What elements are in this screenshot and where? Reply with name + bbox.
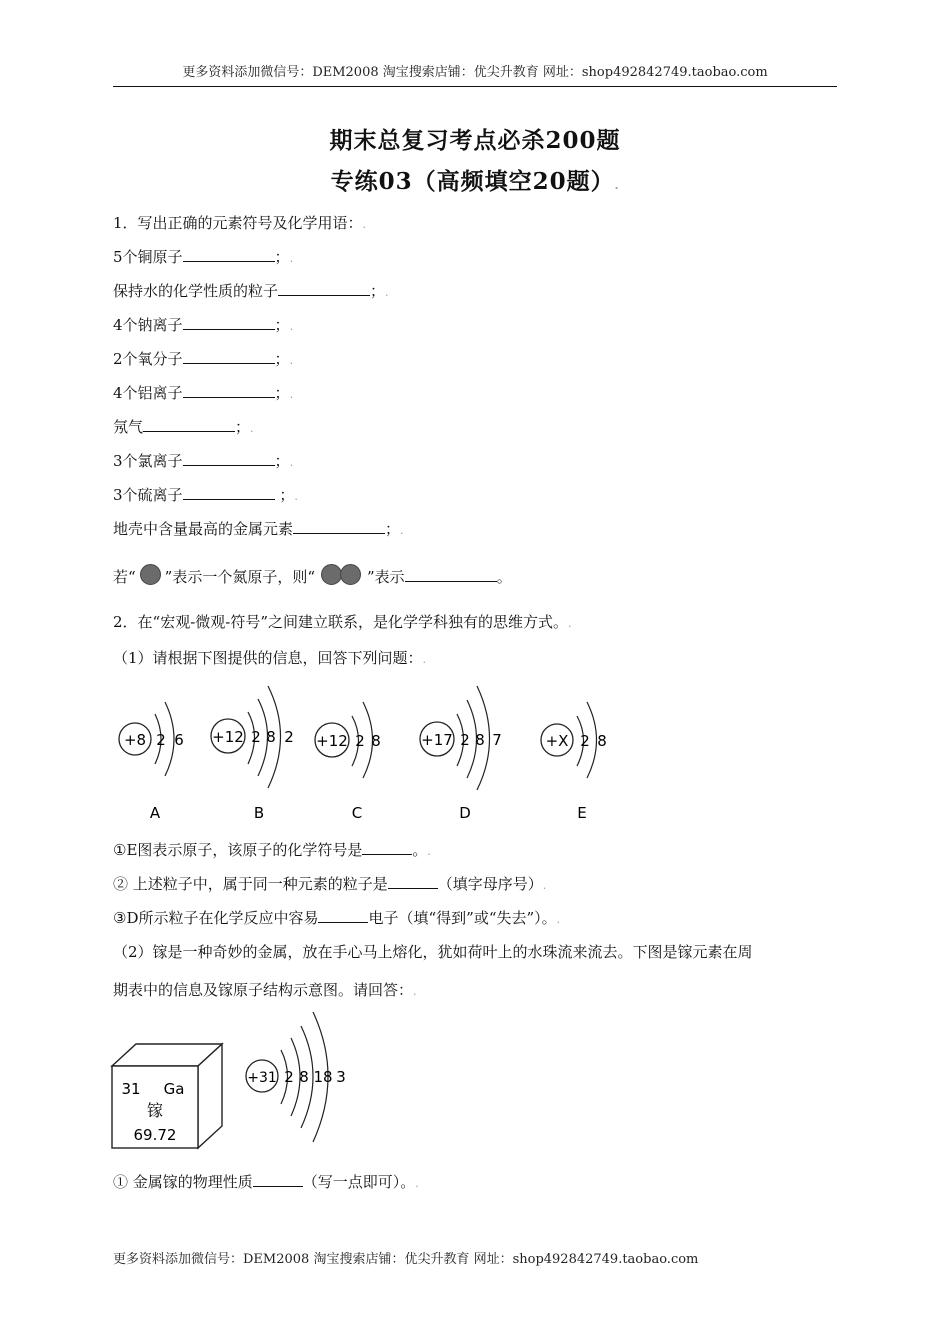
answer-blank[interactable] <box>183 382 275 398</box>
q2-intro-text: 2．在“宏观-微观-符号”之间建立联系，是化学学科独有的思维方式。 <box>113 613 569 631</box>
atom-d-nucleus: +17 <box>421 731 453 749</box>
page-title: 期末总复习考点必杀200题 <box>329 127 621 154</box>
answer-blank[interactable] <box>253 1171 303 1187</box>
atom-e-nucleus: +X <box>545 732 569 750</box>
q2-intro: 2．在“宏观-微观-符号”之间建立联系，是化学学科独有的思维方式。. <box>113 613 572 631</box>
q1-item-label: 5个铜原子 <box>113 248 183 266</box>
gallium-atom-diagram <box>246 1012 346 1142</box>
q1-item-label: 4个钠离子 <box>113 316 183 334</box>
answer-blank[interactable] <box>183 484 275 500</box>
page-subtitle: 专练03（高频填空20题）. <box>330 168 620 195</box>
q1-item-label: 3个氯离子 <box>113 452 183 470</box>
atom-e-label: E <box>577 804 587 822</box>
atom-a-shell: 6 <box>174 731 184 749</box>
q1-last-p3: ”表示 <box>367 568 405 586</box>
q2-question-c: ③D所示粒子在化学反应中容易 电子（填“得到”或“失去”）。. <box>113 909 561 927</box>
atom-a-nucleus: +8 <box>123 731 147 749</box>
atom-c-shell: 8 <box>371 732 381 750</box>
q2-qc-text: ③D所示粒子在化学反应中容易 <box>113 909 319 927</box>
q2-qa-end: 。 <box>412 841 428 859</box>
semicolon: ； <box>370 282 386 300</box>
answer-blank[interactable] <box>183 450 275 466</box>
gallium-shell: 8 <box>299 1068 309 1086</box>
q1-item: 保持水的化学性质的粒子 ；. <box>113 282 389 300</box>
element-card <box>112 1044 222 1148</box>
atom-d-shell: 8 <box>475 731 485 749</box>
q1-last-item <box>113 564 512 588</box>
atom-d-label: D <box>459 804 471 822</box>
answer-blank[interactable] <box>318 907 368 923</box>
semicolon: ； <box>274 350 290 368</box>
atom-diagram-e <box>541 702 607 822</box>
answer-blank[interactable] <box>293 518 385 534</box>
answer-blank[interactable] <box>183 314 275 330</box>
gallium-figure <box>108 1008 358 1158</box>
nitrogen-atom-icon <box>140 564 161 585</box>
atom-c-label: C <box>351 804 363 822</box>
atom-a-shell: 2 <box>156 731 166 749</box>
q1-last-p1: 若“ <box>113 568 136 586</box>
answer-blank[interactable] <box>183 348 275 364</box>
q1-item: 4个钠离子 ；. <box>113 316 294 334</box>
element-symbol: Ga <box>163 1080 185 1098</box>
semicolon: ； <box>279 486 295 504</box>
semicolon: ； <box>385 520 401 538</box>
semicolon: ； <box>274 452 290 470</box>
answer-blank[interactable] <box>362 839 412 855</box>
q2-sub2-line2: 期表中的信息及镓原子结构示意图。请回答：. <box>113 981 417 999</box>
atom-b-shell: 8 <box>266 728 276 746</box>
q2-sub1-text: （1）请根据下图提供的信息，回答下列问题： <box>113 649 423 667</box>
q2-question-a: ①E图表示原子，该原子的化学符号是 。. <box>113 841 431 859</box>
gallium-shell: 18 <box>313 1068 333 1086</box>
q2-qb-text: ② 上述粒子中，属于同一种元素的粒子是 <box>113 875 388 893</box>
q1-item: 2个氧分子 ；. <box>113 350 294 368</box>
q2-sub2-line1: （2）镓是一种奇妙的金属，放在手心马上熔化，犹如荷叶上的水珠流来流去。下图是镓元素在周 <box>113 943 753 961</box>
q2-qb-end: （填字母序号） <box>437 875 543 893</box>
q1-item-label: 地壳中含量最高的金属元素 <box>113 520 294 538</box>
semicolon: ； <box>274 384 290 402</box>
atom-diagram-a <box>119 702 184 822</box>
q1-item: 地壳中含量最高的金属元素 ；. <box>113 520 404 538</box>
q1-item: 5个铜原子 ；. <box>113 248 294 266</box>
gallium-shell: 3 <box>336 1068 346 1086</box>
answer-blank[interactable] <box>388 873 438 889</box>
answer-blank[interactable] <box>278 280 370 296</box>
atom-diagram-c <box>315 702 381 822</box>
q1-last-p4: 。 <box>496 568 512 586</box>
q1-last-p2: ”表示一个氮原子，则“ <box>164 568 316 586</box>
gallium-nucleus: +31 <box>247 1070 277 1086</box>
q2-qd-text: ① 金属镓的物理性质 <box>113 1173 253 1191</box>
element-number: 31 <box>121 1080 141 1098</box>
q1-item: 4个铝离子 ；. <box>113 384 294 402</box>
semicolon: ； <box>274 248 290 266</box>
atom-d-shell: 7 <box>492 731 502 749</box>
atom-e-shell: 8 <box>597 732 607 750</box>
atom-structure-diagrams <box>105 672 635 832</box>
q2-qd-end: （写一点即可）。 <box>302 1173 416 1191</box>
atom-diagram-d <box>420 686 502 822</box>
atom-e-shell: 2 <box>580 732 590 750</box>
atom-b-shell: 2 <box>284 728 294 746</box>
q1-item-label: 4个铝离子 <box>113 384 183 402</box>
answer-blank[interactable] <box>405 566 497 582</box>
q1-item: 3个硫离子 ；. <box>113 486 298 504</box>
semicolon: ； <box>235 418 251 436</box>
q2-qa-text: ①E图表示原子，该原子的化学符号是 <box>113 841 363 859</box>
atom-b-nucleus: +12 <box>212 728 244 746</box>
q1-item-label: 2个氧分子 <box>113 350 183 368</box>
q1-item-label: 3个硫离子 <box>113 486 183 504</box>
semicolon: ； <box>274 316 290 334</box>
gallium-shell: 2 <box>284 1068 294 1086</box>
answer-blank[interactable] <box>143 416 235 432</box>
page-header: 更多资料添加微信号：DEM2008 淘宝搜索店铺：优尖升教育 网址：shop492842749.taobao.com <box>113 64 837 87</box>
q2-sub2-line2-text: 期表中的信息及镓原子结构示意图。请回答： <box>113 981 414 999</box>
q2-question-b: ② 上述粒子中，属于同一种元素的粒子是 （填字母序号）. <box>113 875 547 893</box>
element-name: 镓 <box>146 1101 164 1120</box>
answer-blank[interactable] <box>183 246 275 262</box>
page-footer: 更多资料添加微信号：DEM2008 淘宝搜索店铺：优尖升教育 网址：shop492842749.taobao.com <box>113 1252 699 1267</box>
q2-sub1: （1）请根据下图提供的信息，回答下列问题：. <box>113 649 427 667</box>
nitrogen-molecule-icon <box>321 568 361 586</box>
subtitle-text: 专练03（高频填空20题） <box>330 168 615 195</box>
q1-intro: 1．写出正确的元素符号及化学用语：. <box>113 214 367 232</box>
q2-question-d: ① 金属镓的物理性质 （写一点即可）。. <box>113 1173 419 1191</box>
q1-item-label: 氖气 <box>113 418 144 436</box>
q2-qc-end: 电子（填“得到”或“失去”）。 <box>368 909 557 927</box>
atom-b-label: B <box>253 804 265 822</box>
q1-item-label: 保持水的化学性质的粒子 <box>113 282 279 300</box>
atom-b-shell: 2 <box>251 728 261 746</box>
atom-d-shell: 2 <box>460 731 470 749</box>
element-mass: 69.72 <box>133 1126 177 1144</box>
q1-intro-text: 1．写出正确的元素符号及化学用语： <box>113 214 363 232</box>
atom-c-nucleus: +12 <box>316 732 348 750</box>
q1-item: 氖气 ；. <box>113 418 254 436</box>
atom-c-shell: 2 <box>355 732 365 750</box>
atom-diagram-b <box>211 686 294 822</box>
atom-a-label: A <box>149 804 161 822</box>
q1-item: 3个氯离子 ；. <box>113 452 294 470</box>
